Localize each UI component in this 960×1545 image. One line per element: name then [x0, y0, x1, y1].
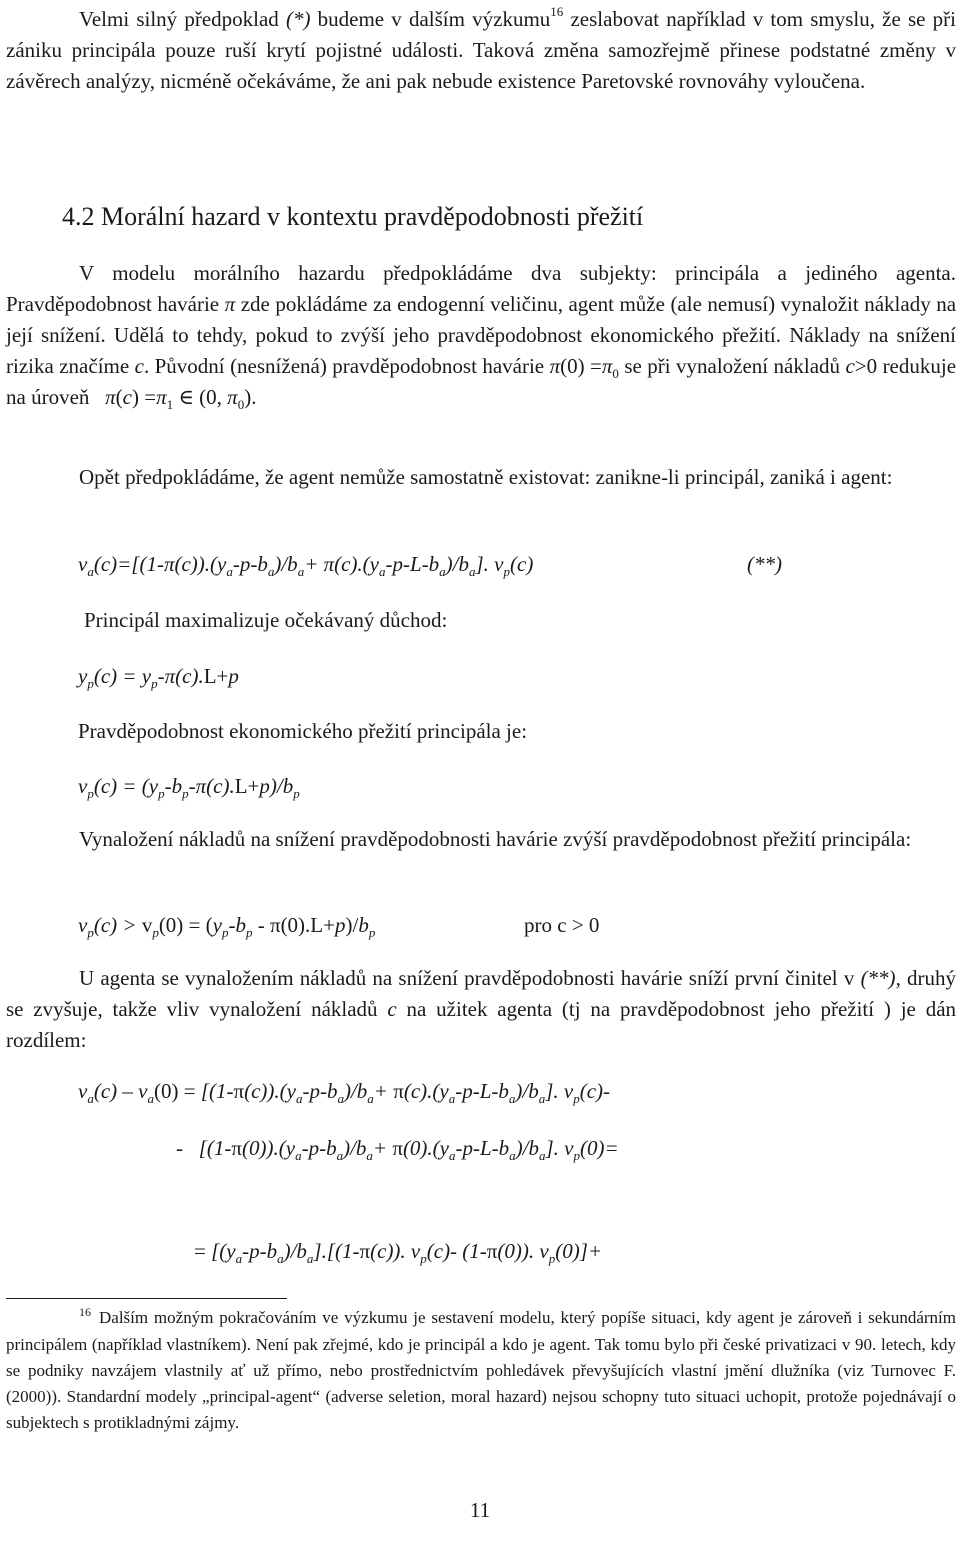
p4-text-3: na užitek agenta (tj na pravděpodobnost jeho přežití ) je dán rozdílem:	[6, 997, 957, 1052]
c-symbol: c	[387, 997, 397, 1021]
equation-va: $v_a(c)=[(1-\pi(c)).(y_a-p-b_a)/b_a+ \pi(c).(y_a-p-L-b_a)/b_a]$. $v_p(c)$	[78, 552, 534, 580]
p4-text-1: U agenta se vynaložením nákladů na snížení pravděpodobnosti havárie sníží první činitel v	[79, 966, 855, 990]
intro-paragraph	[6, 4, 956, 97]
pi-symbol: π	[549, 354, 561, 378]
pi-symbol: π	[105, 385, 116, 409]
principal-text: Principál maximalizuje očekávaný důchod:	[84, 608, 448, 632]
pi-symbol: π	[224, 292, 236, 316]
p1-text-3: . Původní (nesnížená) pravděpodobnost havárie	[143, 354, 545, 378]
p1-text-1: V modelu morálního hazardu předpokládáme dva subjekty: principála a jediného agenta. Pravděpodobnost havárie	[6, 261, 956, 316]
element-of-symbol: ∈	[178, 385, 194, 409]
model-paragraph	[6, 258, 956, 413]
sub-zero: 0	[237, 397, 245, 413]
intro-text-a: Velmi silný předpoklad	[79, 7, 279, 31]
c-symbol: c	[122, 385, 132, 409]
footnote	[6, 1305, 956, 1436]
p4-text-2: , druhý se zvyšuje, takže vliv vynaložení nákladů	[6, 966, 957, 1021]
footnote-divider	[6, 1298, 287, 1299]
equation-label	[747, 549, 782, 579]
footnote-text: Dalším možným pokračováním ve výzkumu je sestavení modelu, který popíše situaci, kdy agent je zároveň i sekundárním principálem (například vlastníkem). Není pak zřejmé, kdo je principál a kdo je agent. Tak tomu bylo při české privatizaci v 90. letech, kdy se podniky navzájem vlastnily ať už přímo, nebo prostřednictvím pohledávek převyšujících vlastní jmění dlužníka (viz Turnovec F. (2000)). Standardní modely „principal-agent“ (adverse seletion, moral hazard) nejsou schopny tuto situaci uchopit, protože pojednávají o subjektech s protikladnými zájmy.	[6, 1308, 956, 1432]
p1-text-6: >0 redukuje na úroveň	[6, 354, 957, 409]
equation-diff-1: $v_a(c) - v_a(0) = [(1-\pi(c)).(y_a-p-b_a)/b_a+ \pi(c).(y_a-p-L-b_a)/b_a]$. $v_p(c)-$	[78, 1079, 611, 1107]
p1-text-10: ).	[244, 385, 257, 409]
pi-symbol: π	[601, 354, 613, 378]
equation-yp: $y_p(c) = y_p-\pi(c).L+p$	[78, 664, 239, 692]
equation-va-label: (**)	[747, 552, 782, 576]
equation-inequality: $v_p(c) > v_p(0) = (y_p-b_p - \pi(0).L+p)/b_p$	[78, 913, 376, 941]
c-symbol: c	[845, 354, 855, 378]
cost-paragraph: Vynaložení nákladů na snížení pravděpodobnosti havárie zvýší pravděpodobnost přežití principála:	[79, 827, 912, 851]
p1-text-9: (0,	[199, 385, 222, 409]
intro-text-c: zeslabovat například v tom smyslu, že se při zániku principála pouze ruší krytí pojistné události. Taková změna samozřejmě přinese podstatné změny v závěrech analýzy, nicméně očekáváme, že ani pak nebude existence Paretovské rovnováhy vyloučena.	[6, 7, 956, 93]
section-heading: 4.2 Morální hazard v kontextu pravděpodobnosti přežití	[62, 202, 644, 231]
p1-text-5: se při vynaložení nákladů	[624, 354, 841, 378]
p1-text-4: (0) =	[560, 354, 602, 378]
survival-text: Pravděpodobnost ekonomického přežití principála je:	[78, 719, 528, 743]
equation-diff-3: = $[(y_a-p-b_a)/b_a].[(1-\pi(c))$. $v_p(c)-$ (1-π(0)). $v_p(0)]+$	[194, 1239, 603, 1267]
p4-star-ref: (**)	[860, 966, 896, 990]
pi-symbol: π	[227, 385, 238, 409]
p1-text-7: (	[115, 385, 123, 409]
assumption-paragraph: Opět předpokládáme, že agent nemůže samostatně existovat: zanikne-li principál, zaniká i agent:	[79, 465, 893, 489]
pi-symbol: π	[156, 385, 167, 409]
agent-paragraph	[6, 963, 956, 1056]
footnote-number: 16	[79, 1305, 91, 1319]
equation-vp: $v_p(c) = (y_p-b_p-\pi(c).L+p)/b_p$	[78, 774, 300, 802]
page-number: 11	[469, 1498, 491, 1522]
p1-text-8: ) =	[132, 385, 157, 409]
footnote-ref[interactable]: 16	[550, 4, 564, 19]
c-symbol: c	[134, 354, 144, 378]
intro-text-b: budeme v dalším výzkumu	[317, 7, 551, 31]
sub-one: 1	[166, 397, 174, 413]
p1-text-2: zde pokládáme za endogenní veličinu, agent může (ale nemusí) vynaložit náklady na její snížení. Udělá to tehdy, pokud to zvýší jeho pravděpodobnost ekonomického přežití. Náklady na snížení rizika značíme	[6, 292, 957, 378]
condition-text: pro c > 0	[524, 913, 600, 937]
sub-zero: 0	[612, 366, 619, 382]
intro-star-ref: (*)	[285, 7, 311, 31]
equation-diff-2: - $[(1-\pi(0)).(y_a-p-b_a)/b_a+ \pi(0).(y_a-p-L-b_a)/b_a]$. $v_p(0)=$	[176, 1136, 619, 1164]
